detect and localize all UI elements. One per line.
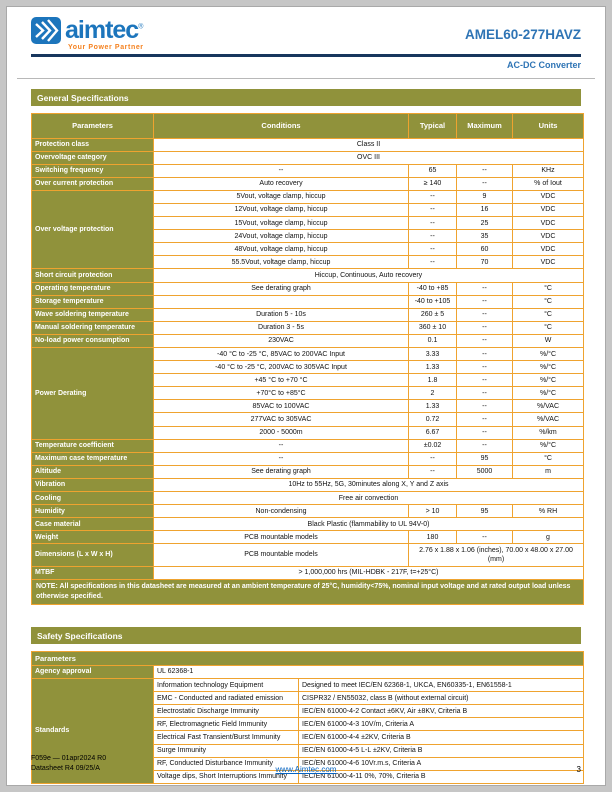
value-cell: ±0.02 (409, 439, 457, 452)
value-cell: m (513, 465, 584, 478)
column-header: Maximum (457, 113, 513, 138)
spec-row (32, 348, 584, 361)
value-cell: -- (457, 361, 513, 374)
value-cell: °C (513, 452, 584, 465)
value-cell: -40 °C to -25 °C, 200VAC to 305VAC Input (154, 361, 409, 374)
spec-row (32, 465, 584, 478)
part-number: AMEL60-277HAVZ (464, 27, 581, 42)
param-cell: No-load power consumption (32, 334, 154, 347)
value-cell: -- (154, 164, 409, 177)
param-cell: Over voltage protection (32, 190, 154, 269)
doc-ref-line2: Datasheet R4 09/25/A (31, 765, 100, 773)
brand-tagline: Your Power Partner (68, 44, 144, 51)
value-cell: g (513, 531, 584, 544)
value-cell: 70 (457, 256, 513, 269)
param-cell: Standards (32, 679, 154, 784)
spec-row (32, 138, 584, 151)
spec-row (32, 452, 584, 465)
value-cell: 95 (457, 452, 513, 465)
page-number: 3 (576, 765, 581, 774)
standard-value-cell: IEC/EN 61000-4-5 L-L ±2KV, Criteria B (299, 744, 584, 757)
value-cell: 65 (409, 164, 457, 177)
note-cell: NOTE: All specifications in this datasheet are measured at an ambient temperature of 25°C, humidity<75%, nominal input voltage and at rated output load unless otherwise specified. (32, 579, 584, 604)
value-cell: VDC (513, 256, 584, 269)
value-cell: 6.67 (409, 426, 457, 439)
product-type: AC-DC Converter (506, 59, 581, 70)
section-title-safety: Safety Specifications (31, 627, 581, 644)
column-header: Parameters (32, 113, 154, 138)
value-cell: -- (457, 348, 513, 361)
value-cell: See derating graph (154, 282, 409, 295)
param-cell: Altitude (32, 465, 154, 478)
value-cell: PCB mountable models (154, 544, 409, 566)
value-cell: +70°C to +85°C (154, 387, 409, 400)
value-cell: 24Vout, voltage clamp, hiccup (154, 230, 409, 243)
param-cell: Short circuit protection (32, 269, 154, 282)
value-cell: %/VAC (513, 413, 584, 426)
value-cell: See derating graph (154, 465, 409, 478)
param-cell: Manual soldering temperature (32, 321, 154, 334)
value-cell: 2.76 x 1.88 x 1.06 (inches), 70.00 x 48.00 x 27.00 (mm) (409, 544, 584, 566)
value-cell: %/VAC (513, 400, 584, 413)
standard-value-cell: IEC/EN 61000-4-3 10V/m, Criteria A (299, 718, 584, 731)
value-cell: -- (457, 308, 513, 321)
value-cell: 35 (457, 230, 513, 243)
standard-value-cell: IEC/EN 61000-4-6 10Vr.m.s, Criteria A (299, 757, 584, 770)
section-title-general: General Specifications (31, 89, 581, 106)
value-cell: -- (409, 452, 457, 465)
value-cell: +45 °C to +70 °C (154, 374, 409, 387)
general-table (31, 113, 584, 605)
param-cell: MTBF (32, 566, 154, 579)
brand-wordmark: aimtec® (65, 16, 143, 44)
value-cell: > 10 (409, 505, 457, 518)
spec-row (32, 164, 584, 177)
value-cell: -- (457, 334, 513, 347)
value-cell: -- (457, 374, 513, 387)
column-header: Conditions (154, 113, 409, 138)
param-cell: Switching frequency (32, 164, 154, 177)
param-cell: Overvoltage category (32, 151, 154, 164)
spec-row (32, 478, 584, 491)
value-cell: -- (409, 243, 457, 256)
param-cell: Maximum case temperature (32, 452, 154, 465)
value-cell: -- (457, 387, 513, 400)
spec-row (32, 177, 584, 190)
general-table-body (32, 138, 584, 579)
doc-ref-line1: F059e — 01apr2024 R0 (31, 755, 107, 763)
value-cell: -- (457, 439, 513, 452)
value-cell: Free air convection (154, 492, 584, 505)
standard-name-cell: Electrical Fast Transient/Burst Immunity (154, 731, 299, 744)
value-cell: -- (457, 164, 513, 177)
spec-row (32, 334, 584, 347)
value-cell: Black Plastic (flammability to UL 94V-0) (154, 518, 584, 531)
value-cell: 5000 (457, 465, 513, 478)
param-cell: Power Derating (32, 348, 154, 440)
value-cell: UL 62368-1 (154, 665, 584, 678)
value-cell: 25 (457, 217, 513, 230)
value-cell: 9 (457, 190, 513, 203)
value-cell: 55.5Vout, voltage clamp, hiccup (154, 256, 409, 269)
spec-row (32, 566, 584, 579)
value-cell: -- (457, 295, 513, 308)
spec-row (32, 439, 584, 452)
param-cell: Agency approval (32, 665, 154, 678)
value-cell: -- (457, 282, 513, 295)
value-cell: -40 to +85 (409, 282, 457, 295)
value-cell: -- (409, 203, 457, 216)
page-footer (31, 754, 581, 774)
standard-name-cell: Electrostatic Discharge Immunity (154, 705, 299, 718)
value-cell: 2000 - 5000m (154, 426, 409, 439)
standard-value-cell: IEC/EN 61000-4-11 0%, 70%, Criteria B (299, 770, 584, 783)
value-cell: -- (409, 217, 457, 230)
value-cell: -- (457, 426, 513, 439)
value-cell: -- (154, 439, 409, 452)
spec-row (32, 295, 584, 308)
value-cell: -- (409, 465, 457, 478)
value-cell: % of Iout (513, 177, 584, 190)
value-cell: > 1,000,000 hrs (MIL-HDBK - 217F, t=+25°C) (154, 566, 584, 579)
value-cell: 360 ± 10 (409, 321, 457, 334)
header-divider (17, 78, 595, 79)
safety-parameters-header: Parameters (32, 651, 584, 665)
value-cell: 15Vout, voltage clamp, hiccup (154, 217, 409, 230)
value-cell: Class II (154, 138, 584, 151)
value-cell: Auto recovery (154, 177, 409, 190)
value-cell: PCB mountable models (154, 531, 409, 544)
value-cell: 85VAC to 100VAC (154, 400, 409, 413)
registered-trademark: ® (138, 23, 143, 31)
value-cell: °C (513, 321, 584, 334)
general-specifications-section (31, 89, 581, 605)
document-reference (31, 754, 214, 774)
value-cell: -- (457, 413, 513, 426)
value-cell: OVC III (154, 151, 584, 164)
value-cell: %/°C (513, 361, 584, 374)
spec-row (32, 321, 584, 334)
value-cell: -- (409, 230, 457, 243)
value-cell: 48Vout, voltage clamp, hiccup (154, 243, 409, 256)
value-cell: 1.33 (409, 361, 457, 374)
standard-name-cell: RF, Electromagnetic Field Immunity (154, 718, 299, 731)
value-cell: % RH (513, 505, 584, 518)
value-cell: °C (513, 295, 584, 308)
value-cell: VDC (513, 190, 584, 203)
standard-name-cell: EMC - Conducted and radiated emission (154, 692, 299, 705)
value-cell: -- (409, 256, 457, 269)
value-cell: °C (513, 308, 584, 321)
value-cell: W (513, 334, 584, 347)
value-cell: 60 (457, 243, 513, 256)
standard-value-cell: CISPR32 / EN55032, class B (without external circuit) (299, 692, 584, 705)
standard-name-cell: RF, Conducted Disturbance Immunity (154, 757, 299, 770)
spec-row (32, 190, 584, 203)
value-cell: 3.33 (409, 348, 457, 361)
value-cell: -- (457, 531, 513, 544)
standard-row (32, 679, 584, 692)
value-cell: 12Vout, voltage clamp, hiccup (154, 203, 409, 216)
value-cell: %/°C (513, 387, 584, 400)
value-cell: -- (409, 190, 457, 203)
aimtec-logo-icon (31, 17, 61, 44)
value-cell: -- (457, 400, 513, 413)
spec-row (32, 531, 584, 544)
value-cell: -- (457, 177, 513, 190)
standard-value-cell: Designed to meet IEC/EN 62368-1, UKCA, EN60335-1, EN61558-1 (299, 679, 584, 692)
value-cell: %/km (513, 426, 584, 439)
spec-row (32, 505, 584, 518)
value-cell: °C (513, 282, 584, 295)
safety-header-row (32, 651, 584, 665)
value-cell: VDC (513, 217, 584, 230)
value-cell: KHz (513, 164, 584, 177)
param-cell: Vibration (32, 478, 154, 491)
column-header: Units (513, 113, 584, 138)
standard-name-cell: Surge Immunity (154, 744, 299, 757)
spec-row (32, 151, 584, 164)
header-rule (31, 54, 581, 57)
value-cell: 230VAC (154, 334, 409, 347)
value-cell: VDC (513, 243, 584, 256)
value-cell: ≥ 140 (409, 177, 457, 190)
value-cell: 260 ± 5 (409, 308, 457, 321)
page-header (31, 17, 581, 51)
param-cell: Wave soldering temperature (32, 308, 154, 321)
param-cell: Cooling (32, 492, 154, 505)
value-cell (154, 295, 409, 308)
value-cell: 5Vout, voltage clamp, hiccup (154, 190, 409, 203)
value-cell: -- (154, 452, 409, 465)
agency-approval-row (32, 665, 584, 678)
value-cell: 95 (457, 505, 513, 518)
spec-row (32, 518, 584, 531)
spec-row (32, 492, 584, 505)
standard-value-cell: IEC/EN 61000-4-2 Contact ±6KV, Air ±8KV, Criteria B (299, 705, 584, 718)
param-cell: Over current protection (32, 177, 154, 190)
value-cell: 180 (409, 531, 457, 544)
value-cell: -40 to +105 (409, 295, 457, 308)
param-cell: Storage temperature (32, 295, 154, 308)
standard-value-cell: IEC/EN 61000-4-4 ±2KV, Criteria B (299, 731, 584, 744)
value-cell: 1.33 (409, 400, 457, 413)
value-cell: %/°C (513, 439, 584, 452)
value-cell: 10Hz to 55Hz, 5G, 30minutes along X, Y and Z axis (154, 478, 584, 491)
param-cell: Humidity (32, 505, 154, 518)
column-header: Typical (409, 113, 457, 138)
datasheet-page (6, 6, 606, 786)
aimtec-website-link[interactable]: www.Aimtec.com (275, 765, 337, 774)
value-cell: 277VAC to 305VAC (154, 413, 409, 426)
param-cell: Temperature coefficient (32, 439, 154, 452)
standard-name-cell: Voltage dips, Short Interruptions Immunity (154, 770, 299, 783)
value-cell: -40 °C to -25 °C, 85VAC to 200VAC Input (154, 348, 409, 361)
value-cell: %/°C (513, 374, 584, 387)
value-cell: Hiccup, Continuous, Auto recovery (154, 269, 584, 282)
param-cell: Protection class (32, 138, 154, 151)
note-row (32, 579, 584, 604)
value-cell: %/°C (513, 348, 584, 361)
value-cell: VDC (513, 203, 584, 216)
spec-row (32, 544, 584, 566)
value-cell: 0.72 (409, 413, 457, 426)
value-cell: 0.1 (409, 334, 457, 347)
standard-name-cell: Information technology Equipment (154, 679, 299, 692)
value-cell: Non-condensing (154, 505, 409, 518)
value-cell: Duration 5 - 10s (154, 308, 409, 321)
spec-row (32, 269, 584, 282)
value-cell: 16 (457, 203, 513, 216)
spec-row (32, 282, 584, 295)
value-cell: 2 (409, 387, 457, 400)
param-cell: Operating temperature (32, 282, 154, 295)
value-cell: -- (457, 321, 513, 334)
spec-row (32, 308, 584, 321)
value-cell: 1.8 (409, 374, 457, 387)
param-cell: Weight (32, 531, 154, 544)
aimtec-logo (31, 17, 144, 51)
value-cell: Duration 3 - 5s (154, 321, 409, 334)
param-cell: Case material (32, 518, 154, 531)
table-header-row (32, 113, 584, 138)
param-cell: Dimensions (L x W x H) (32, 544, 154, 566)
value-cell: VDC (513, 230, 584, 243)
